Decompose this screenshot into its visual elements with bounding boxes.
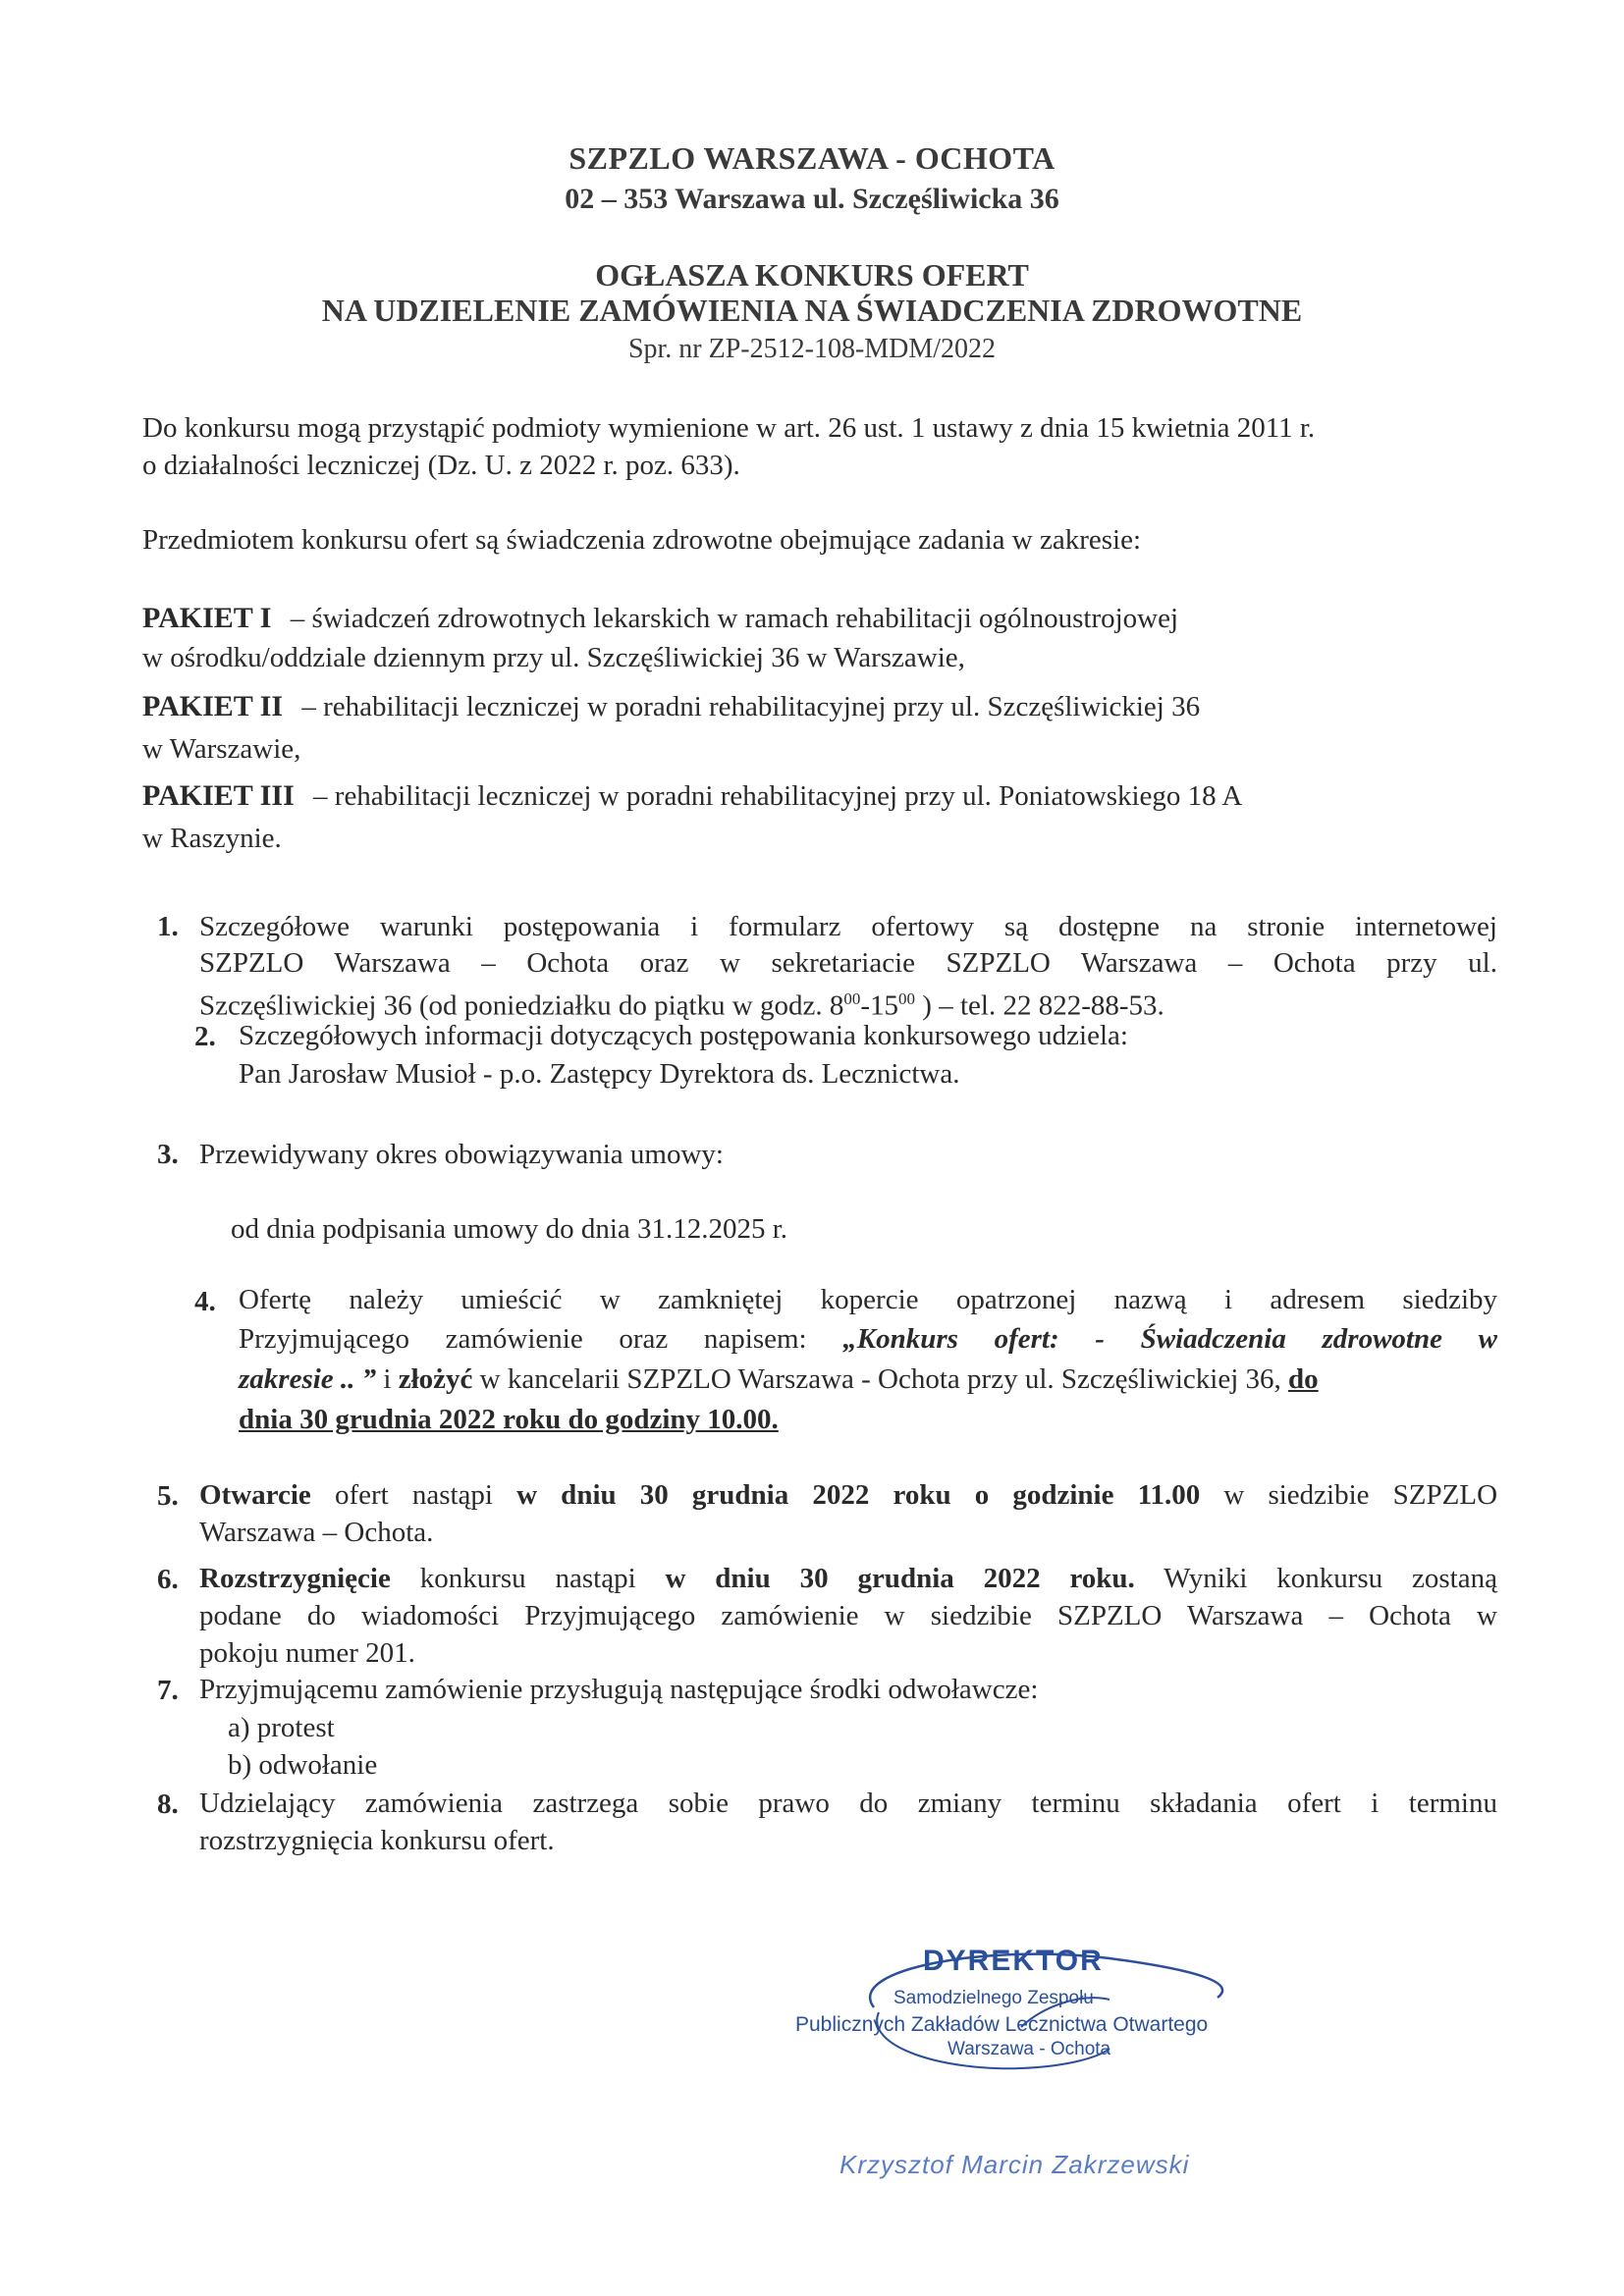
package-3-label: PAKIET III <box>142 779 295 812</box>
item-4-number: 4. <box>194 1286 216 1317</box>
item-2-line1: Szczegółowych informacji dotyczących postępowania konkursowego udziela: <box>239 1020 1128 1051</box>
item-3-number: 3. <box>157 1139 179 1170</box>
item-6-number: 6. <box>157 1564 179 1595</box>
item-2-number: 2. <box>194 1021 216 1052</box>
package-2-line1: PAKIET II – rehabilitacji leczniczej w poradni rehabilitacyjnej przy ul. Szczęśliwickiej 36 <box>142 690 1201 722</box>
item-1-line1: Szczegółowe warunki postępowania i formularz ofertowy są dostępne na stronie internetowej <box>199 911 1497 942</box>
organization-address: 02 – 353 Warszawa ul. Szczęśliwicka 36 <box>565 183 1059 215</box>
item-4-line1: Ofertę należy umieścić w zamkniętej kopercie opatrzonej nazwą i adresem siedziby <box>239 1284 1497 1315</box>
item-1-line3: Szczęśliwickiej 36 (od poniedziałku do piątku w godz. $8^{00}-15^{00}$ ) – tel. 22 822-88-53. <box>199 989 1164 1022</box>
package-2-line2: w Warszawie, <box>142 733 301 765</box>
intro-line2: o działalności leczniczej (Dz. U. z 2022 r. poz. 633). <box>142 450 740 481</box>
item-8-line2: rozstrzygnięcia konkursu ofert. <box>199 1825 555 1856</box>
director-stamp <box>785 1939 1247 2086</box>
item-4-line3: zakresie .. ” i złożyć w kancelarii SZPZLO Warszawa - Ochota przy ul. Szczęśliwickiej 36, do <box>239 1363 1319 1395</box>
case-reference: Spr. nr ZP-2512-108-MDM/2022 <box>627 334 997 364</box>
signatory-name: Krzysztof Marcin Zakrzewski <box>839 2150 1190 2179</box>
item-1-line2: SZPZLO Warszawa – Ochota oraz w sekretariacie SZPZLO Warszawa – Ochota przy ul. <box>199 947 1497 979</box>
item-4-deadline: dnia 30 grudnia 2022 roku do godziny 10.00. <box>239 1404 779 1435</box>
stamp-title: DYREKTOR <box>923 1945 1104 1977</box>
item-6-line2: podane do wiadomości Przyjmującego zamówienie w siedzibie SZPZLO Warszawa – Ochota w <box>199 1600 1497 1631</box>
item-2-line2: Pan Jarosław Musioł - p.o. Zastępcy Dyrektora ds. Lecznictwa. <box>239 1058 960 1090</box>
stamp-line2: Publicznych Zakładów Lecznictwa Otwartego <box>795 2013 1209 2036</box>
package-1-line2: w ośrodku/oddziale dziennym przy ul. Szczęśliwickiej 36 w Warszawie, <box>142 642 965 673</box>
item-8-line1: Udzielający zamówienia zastrzega sobie prawo do zmiany terminu składania ofert i terminu <box>199 1788 1497 1819</box>
subject-line: Przedmiotem konkursu ofert są świadczenia zdrowotne obejmujące zadania w zakresie: <box>142 524 1142 556</box>
item-1-number: 1. <box>157 911 179 942</box>
item-5-line2: Warszawa – Ochota. <box>199 1517 434 1548</box>
package-2-label: PAKIET II <box>142 690 284 722</box>
item-7-line1: Przyjmującemu zamówienie przysługują następujące środki odwoławcze: <box>199 1674 1039 1705</box>
item-7-number: 7. <box>157 1675 179 1706</box>
package-3-line1: PAKIET III – rehabilitacji leczniczej w poradni rehabilitacyjnej przy ul. Poniatowskiego 18 A <box>142 779 1243 812</box>
item-4-line2: Przyjmującego zamówienie oraz napisem: „Konkurs ofert: - Świadczenia zdrowotne w <box>239 1323 1497 1355</box>
item-3-line2: od dnia podpisania umowy do dnia 31.12.2025 r. <box>231 1213 788 1245</box>
organization-name: SZPZLO WARSZAWA - OCHOTA <box>568 140 1056 176</box>
item-7-option-b: b) odwołanie <box>228 1749 378 1781</box>
item-6-line3: pokoju numer 201. <box>199 1637 415 1669</box>
item-5-number: 5. <box>157 1480 179 1512</box>
item-6-line1: Rozstrzygnięcie konkursu nastąpi w dniu 30 grudnia 2022 roku. Wyniki konkursu zostaną <box>199 1563 1497 1594</box>
item-3-line1: Przewidywany okres obowiązywania umowy: <box>199 1139 724 1170</box>
announcement-title-line2: NA UDZIELENIE ZAMÓWIENIA NA ŚWIADCZENIA ZDROWOTNE <box>321 293 1303 328</box>
package-1-label: PAKIET I <box>142 602 272 634</box>
stamp-line3: Warszawa - Ochota <box>947 2039 1111 2059</box>
item-5-line1: Otwarcie ofert nastąpi w dniu 30 grudnia 2022 roku o godzinie 11.00 w siedzibie SZPZLO <box>199 1479 1498 1511</box>
item-7-option-a: a) protest <box>228 1712 335 1743</box>
package-1-line1: PAKIET I – świadczeń zdrowotnych lekarskich w ramach rehabilitacji ogólnoustrojowej <box>142 602 1179 634</box>
intro-line1: Do konkursu mogą przystąpić podmioty wymienione w art. 26 ust. 1 ustawy z dnia 15 kwietnia 2011 r. <box>142 412 1316 444</box>
package-3-line2: w Raszynie. <box>142 823 282 854</box>
stamp-line1: Samodzielnego Zespołu <box>893 1988 1094 2008</box>
announcement-title-line1: OGŁASZA KONKURS OFERT <box>595 257 1029 293</box>
item-8-number: 8. <box>157 1789 179 1820</box>
